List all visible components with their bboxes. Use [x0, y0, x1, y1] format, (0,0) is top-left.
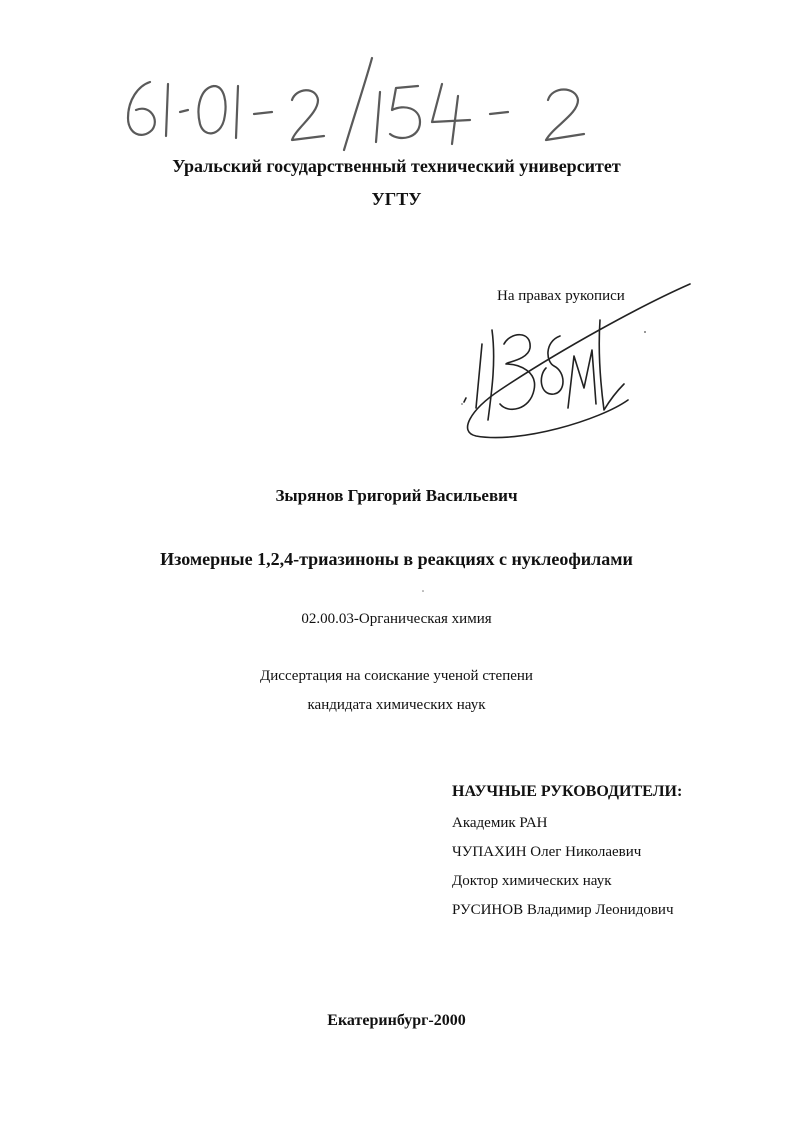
supervisors-block [452, 781, 782, 925]
author-name: Зырянов Григорий Васильевич [275, 486, 518, 505]
dissertation-degree-line2: кандидата химических наук [307, 697, 486, 713]
supervisor-line: Доктор химических наук [452, 873, 612, 889]
dissertation-title: Изомерные 1,2,4-триазиноны в реакциях с нуклеофилами [160, 549, 633, 569]
university-name: Уральский государственный технический университет [172, 156, 621, 176]
manuscript-rights: На правах рукописи [497, 288, 625, 304]
supervisor-line: Академик РАН [452, 815, 548, 831]
specialty: 02.00.03-Органическая химия [301, 611, 492, 627]
supervisor-line: РУСИНОВ Владимир Леонидович [452, 902, 674, 918]
dissertation-degree-line1: Диссертация на соискание ученой степени [260, 668, 533, 684]
place-year: Екатеринбург-2000 [327, 1012, 466, 1029]
university-abbr: УГТУ [371, 189, 422, 209]
supervisor-line: ЧУПАХИН Олег Николаевич [452, 844, 642, 860]
supervisors-heading: НАУЧНЫЕ РУКОВОДИТЕЛИ: [452, 783, 683, 800]
